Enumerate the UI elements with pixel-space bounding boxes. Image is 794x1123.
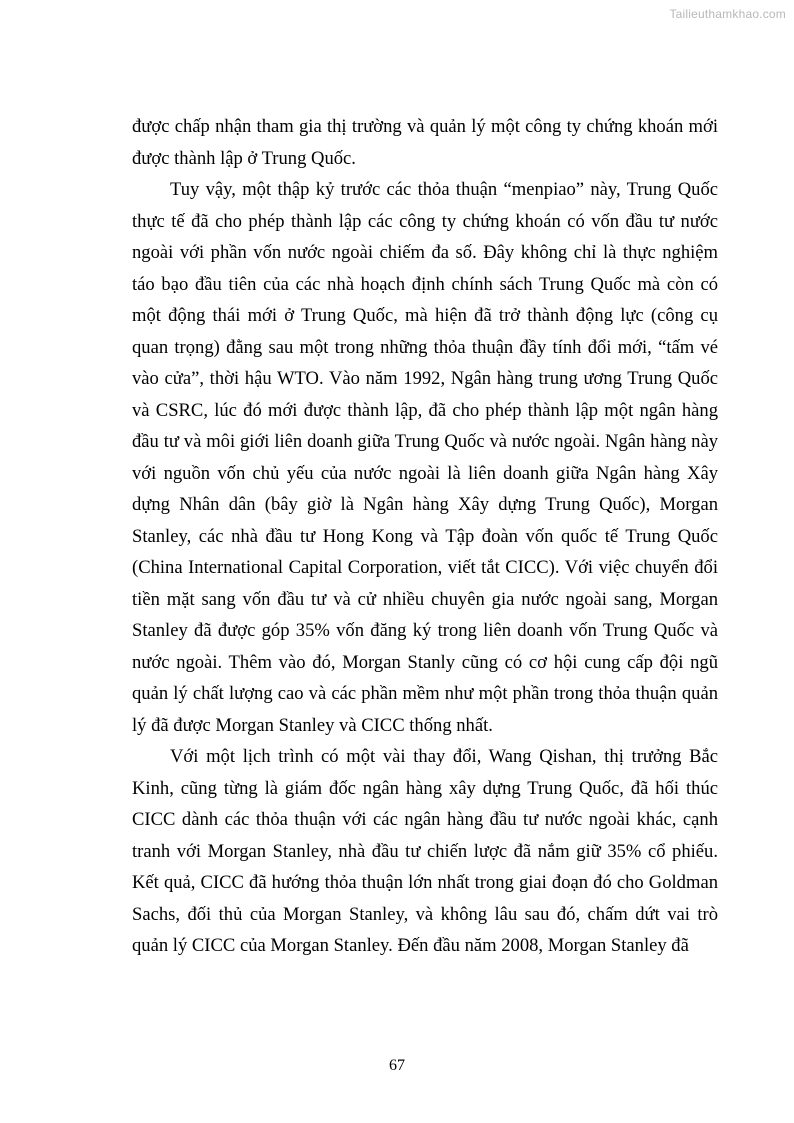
watermark-text: Tailieuthamkhao.com: [669, 7, 786, 21]
page-number: 67: [389, 1057, 405, 1074]
document-body: [132, 111, 718, 962]
paragraph-wang-qishan: Với một lịch trình có một vài thay đổi, Wang Qishan, thị trưởng Bắc Kinh, cũng từng là giám đốc ngân hàng xây dựng Trung Quốc, đã hối thúc CICC dành các thỏa thuận với các ngân hàng đầu tư nước ngoài khác, cạnh tranh với Morgan Stanley, nhà đầu tư chiến lược đã nắm giữ 35% cổ phiếu. Kết quả, CICC đã hướng thỏa thuận lớn nhất trong giai đoạn đó cho Goldman Sachs, đối thủ của Morgan Stanley, và không lâu sau đó, chấm dứt vai trò quản lý CICC của Morgan Stanley. Đến đầu năm 2008, Morgan Stanley đã: [132, 746, 718, 956]
paragraph-continuation: được chấp nhận tham gia thị trường và quản lý một công ty chứng khoán mới được thành lập ở Trung Quốc.: [132, 116, 718, 169]
paragraph-cicc-history: Tuy vậy, một thập kỷ trước các thỏa thuận “menpiao” này, Trung Quốc thực tế đã cho phép thành lập các công ty chứng khoán có vốn đầu tư nước ngoài với phần vốn nước ngoài chiếm đa số. Đây không chỉ là thực nghiệm táo bạo đầu tiên của các nhà hoạch định chính sách Trung Quốc mà còn có một động thái mới ở Trung Quốc, mà hiện đã trở thành động lực (công cụ quan trọng) đằng sau một trong những thỏa thuận đầy tính đổi mới, “tấm vé vào cửa”, thời hậu WTO. Vào năm 1992, Ngân hàng trung ương Trung Quốc và CSRC, lúc đó mới được thành lập, đã cho phép thành lập một ngân hàng đầu tư và môi giới liên doanh giữa Trung Quốc và nước ngoài. Ngân hàng này với nguồn vốn chủ yếu của nước ngoài là liên doanh giữa Ngân hàng Xây dựng Nhân dân (bây giờ là Ngân hàng Xây dựng Trung Quốc), Morgan Stanley, các nhà đầu tư Hong Kong và Tập đoàn vốn quốc tế Trung Quốc (China International Capital Corporation, viết tắt CICC). Với việc chuyển đổi tiền mặt sang vốn đầu tư và cử nhiều chuyên gia nước ngoài sang, Morgan Stanley đã được góp 35% vốn đăng ký trong liên doanh vốn Trung Quốc và nước ngoài. Thêm vào đó, Morgan Stanly cũng có cơ hội cung cấp đội ngũ quản lý chất lượng cao và các phần mềm như một phần trong thỏa thuận quản lý đã được Morgan Stanley và CICC thống nhất.: [132, 179, 718, 736]
